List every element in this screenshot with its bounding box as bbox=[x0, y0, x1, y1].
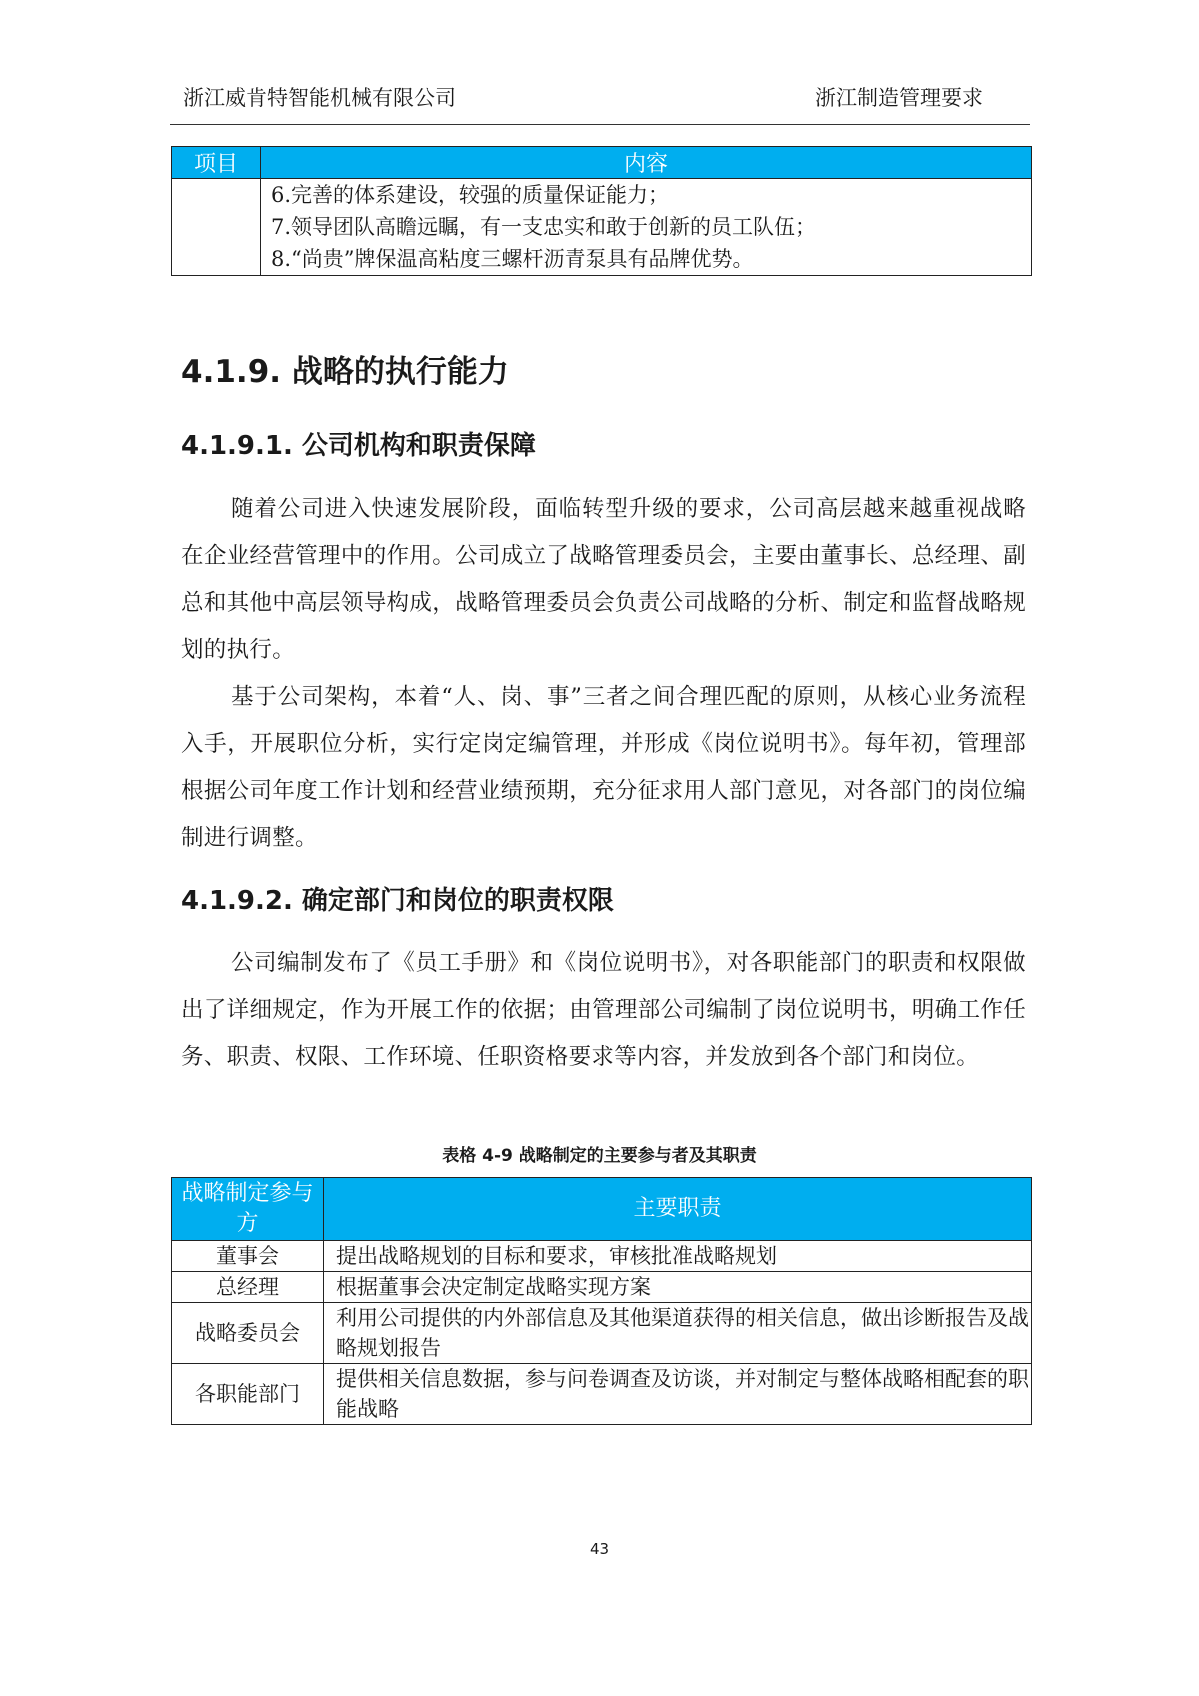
strengths-table bbox=[171, 146, 1032, 276]
section-heading-4-1-9: 4.1.9. 战略的执行能力 bbox=[181, 354, 509, 390]
table1-header-content: 内容 bbox=[261, 147, 1032, 179]
paragraph-1: 随着公司进入快速发展阶段，面临转型升级的要求，公司高层越来越重视战略在企业经营管理中的作用。公司成立了战略管理委员会，主要由董事长、总经理、副总和其他中高层领导构成，战略管理委员会负责公司战略的分析、制定和监督战略规划的执行。 bbox=[181, 496, 1026, 663]
paragraph-3: 公司编制发布了《员工手册》和《岗位说明书》，对各职能部门的职责和权限做出了详细规定，作为开展工作的依据；由管理部公司编制了岗位说明书，明确工作任务、职责、权限、工作环境、任职资格要求等内容，并发放到各个部门和岗位。 bbox=[181, 950, 1026, 1070]
table-row bbox=[172, 1241, 1032, 1272]
participant-cell: 各职能部门 bbox=[172, 1364, 324, 1425]
subsection-heading-4-1-9-2: 4.1.9.2. 确定部门和岗位的职责权限 bbox=[181, 886, 614, 916]
header-doc-title: 浙江制造管理要求 bbox=[815, 86, 983, 110]
subsection-heading-4-1-9-1: 4.1.9.1. 公司机构和职责保障 bbox=[181, 431, 536, 461]
duty-cell: 提供相关信息数据，参与问卷调查及访谈，并对制定与整体战略相配套的职能战略 bbox=[324, 1364, 1032, 1425]
duty-cell: 根据董事会决定制定战略实现方案 bbox=[324, 1272, 1032, 1303]
participant-cell: 董事会 bbox=[172, 1241, 324, 1272]
strategy-participants-table bbox=[171, 1177, 1032, 1425]
table1-line: 6.完善的体系建设，较强的质量保证能力； bbox=[271, 183, 670, 207]
participant-cell: 总经理 bbox=[172, 1272, 324, 1303]
header-company: 浙江威肯特智能机械有限公司 bbox=[183, 86, 456, 110]
table-row bbox=[172, 1272, 1032, 1303]
page-number: 43 bbox=[589, 1540, 610, 1558]
table1-line: 7.领导团队高瞻远瞩，有一支忠实和敢于创新的员工队伍； bbox=[271, 215, 817, 239]
table2-header-duty: 主要职责 bbox=[324, 1178, 1032, 1241]
table-row bbox=[172, 1303, 1032, 1364]
table2-caption: 表格 4-9 战略制定的主要参与者及其职责 bbox=[442, 1146, 757, 1166]
header-divider bbox=[170, 124, 1030, 125]
table-row bbox=[172, 1364, 1032, 1425]
paragraph-2: 基于公司架构，本着“人、岗、事”三者之间合理匹配的原则，从核心业务流程入手，开展职位分析，实行定岗定编管理，并形成《岗位说明书》。每年初，管理部根据公司年度工作计划和经营业绩预期，充分征求用人部门意见，对各部门的岗位编制进行调整。 bbox=[181, 684, 1026, 851]
duty-cell: 利用公司提供的内外部信息及其他渠道获得的相关信息，做出诊断报告及战略规划报告 bbox=[324, 1303, 1032, 1364]
table1-content-cell bbox=[261, 179, 1032, 276]
table1-empty-cell bbox=[172, 179, 261, 276]
duty-cell: 提出战略规划的目标和要求，审核批准战略规划 bbox=[324, 1241, 1032, 1272]
table2-header-participant: 战略制定参与方 bbox=[172, 1178, 324, 1241]
participant-cell: 战略委员会 bbox=[172, 1303, 324, 1364]
table1-header-item: 项目 bbox=[172, 147, 261, 179]
table1-line: 8.“尚贵”牌保温高粘度三螺杆沥青泵具有品牌优势。 bbox=[271, 247, 754, 271]
